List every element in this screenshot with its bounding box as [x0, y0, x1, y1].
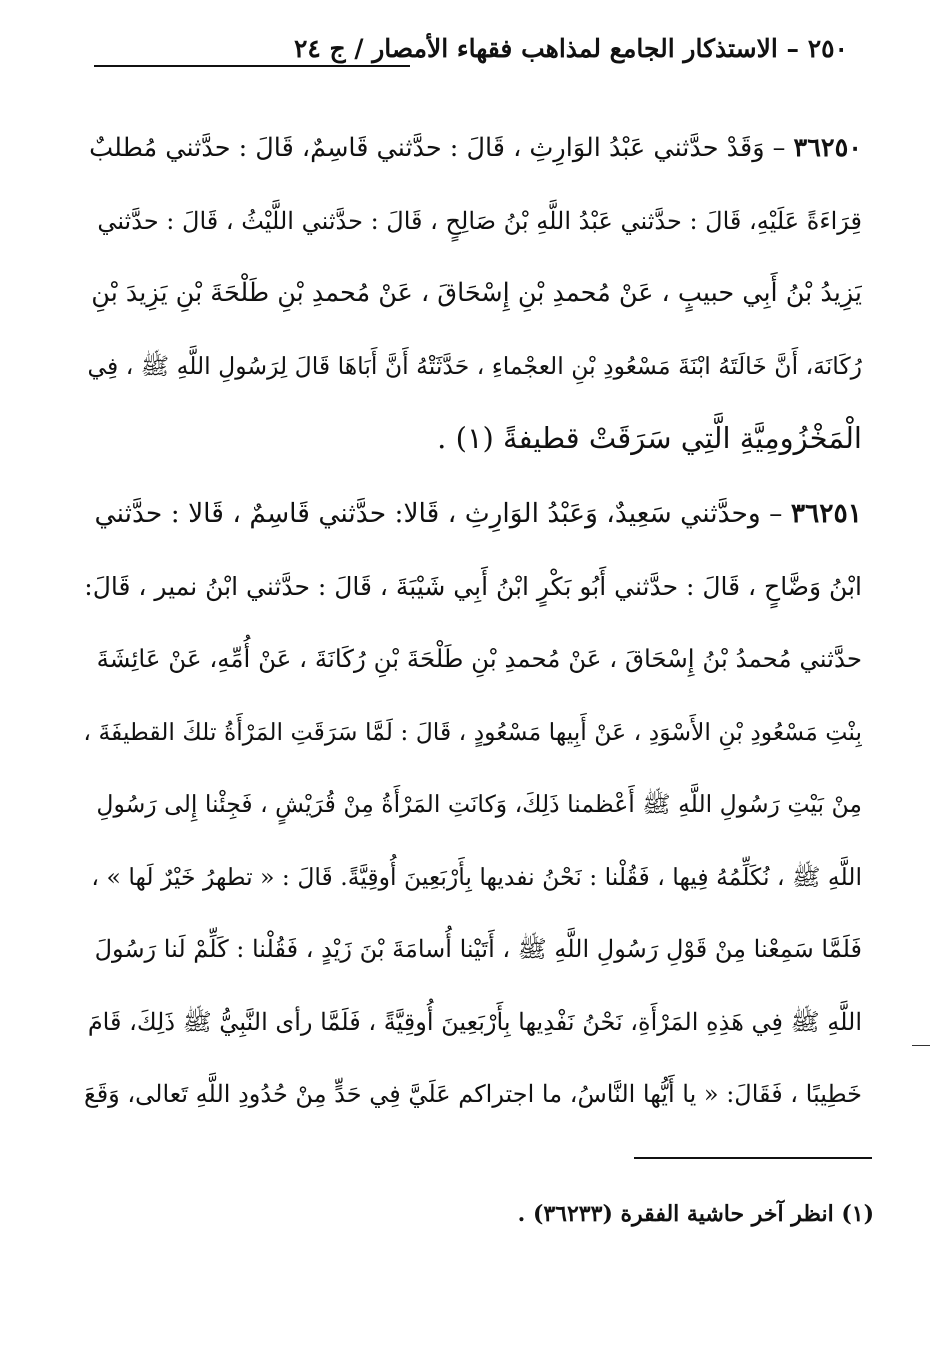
- paragraph-line: قِرَاءَةً عَلَيْهِ، قَالَ : حدَّثني عَبْدُ اللَّهِ بْنُ صَالِحٍ ، قَالَ : حدَّثني اللَّيْثُ ، قَالَ : حدَّثني: [97, 206, 862, 235]
- paragraph-line: خَطِيبًا ، فَقَالَ: « يا أَيُّها النَّاسُ، ما اجتراكم عَلَيَّ فِي حَدٍّ مِنْ حُدُودِ اللَّهِ تَعالى، وَقَعَ: [83, 1080, 862, 1108]
- paragraph-line: ابْنُ وَضَّاحٍ ، قَالَ : حدَّثني أَبُو بَكْرٍ ابْنُ أَبِي شَيْبَةَ ، قَالَ : حدَّثني ابْنُ نمير ، قَالَ:: [84, 571, 862, 601]
- paragraph-line: ٣٦٢٥٠ – وَقَدْ حدَّثني عَبْدُ الوَارِثِ ، قَالَ : حدَّثني قَاسِمٌ، قَالَ : حدَّثني مُطلبٌ: [89, 133, 862, 163]
- paragraph-line: اللَّهِ ﷺ فِي هَذِهِ المَرْأَةِ، نَحْنُ نَفْدِيها بِأَرْبَعِينَ أُوقِيَّةً ، فَلَمَّا رأى النَّبِيُّ ﷺ ذَلِكَ، قَامَ: [87, 1007, 862, 1036]
- paragraph-36251: [82, 478, 862, 1131]
- scan-edge-mark: [912, 1045, 930, 1046]
- paragraph-line: يَزِيدُ بْنُ أَبِي حبيبٍ ، عَنْ مُحمدِ بْنِ إِسْحَاقَ ، عَنْ مُحمدِ بْنِ طَلْحَةَ بْنِ يَزِيدَ بْنِ: [91, 278, 862, 308]
- paragraph-line: اللَّهِ ﷺ ، نُكَلِّمُهُ فِيها ، فَقُلْنا : نَحْنُ نفديها بِأَرْبَعِينَ أُوقِيَّةً. قَالَ : « تطهرُ خَيْرٌ لَها » ،: [91, 862, 862, 891]
- running-head: ٢٥٠ – الاستذكار الجامع لمذاهب فقهاء الأمصار / ج ٢٤: [293, 34, 848, 63]
- paragraph-line: رُكَانَهَ، أَنَّ خَالَتَهُ ابْنَةَ مَسْعُودِ بْنِ العجْماءِ ، حَدَّثَتْهُ أَنَّ أَبَاهَا قَالَ لِرَسُولِ اللَّهِ ﷺ ، فِي: [87, 351, 862, 380]
- paragraph-line: مِنْ بَيْتِ رَسُولِ اللَّهِ ﷺ أَعْظمنا ذَلِكَ، وَكانَتِ المَرْأَةُ مِنْ قُرَيْشٍ ، فَجِئْنا إِلى رَسُولِ: [96, 790, 862, 818]
- footnote: (١) انظر آخر حاشية الفقرة (٣٦٢٣٣) .: [517, 1201, 874, 1227]
- paragraph-line: الْمَخْزُومِيَّةِ الَّتِي سَرَقَتْ قطيفةً (١) .: [437, 421, 862, 455]
- footnote-rule: [634, 1157, 872, 1159]
- paragraph-36250: [82, 112, 862, 475]
- paragraph-number: ٣٦٢٥١: [790, 498, 862, 529]
- paragraph-number: ٣٦٢٥٠: [793, 133, 862, 163]
- paragraph-line: فَلَمَّا سَمِعْنا مِنْ قَوْلِ رَسُولِ اللَّهِ ﷺ ، أَتَيْنا أُسامَةَ بْنَ زَيْدٍ ، فَقُلْنا : كَلِّمْ لَنا رَسُولَ: [94, 935, 862, 963]
- paragraph-line: ٣٦٢٥١ – وحدَّثني سَعِيدٌ، وَعَبْدُ الوَارِثِ ، قَالا: حدَّثني قَاسِمٌ ، قَالا : حدَّثني: [94, 498, 862, 529]
- header-rule: [94, 65, 410, 67]
- paragraph-line: حدَّثني مُحمدُ بْنُ إِسْحَاقَ ، عَنْ مُحمدِ بْنِ طَلْحَةَ بْنِ رُكَانَةَ ، عَنْ أُمِّهِ، عَنْ عَائِشَةَ: [96, 644, 862, 673]
- paragraph-line: بِنْتِ مَسْعُودِ بْنِ الأَسْوَدِ ، عَنْ أَبِيها مَسْعُودٍ ، قَالَ : لَمَّا سَرَقَتِ المَرْأَةُ تلكَ القطيفَةَ ،: [83, 717, 862, 746]
